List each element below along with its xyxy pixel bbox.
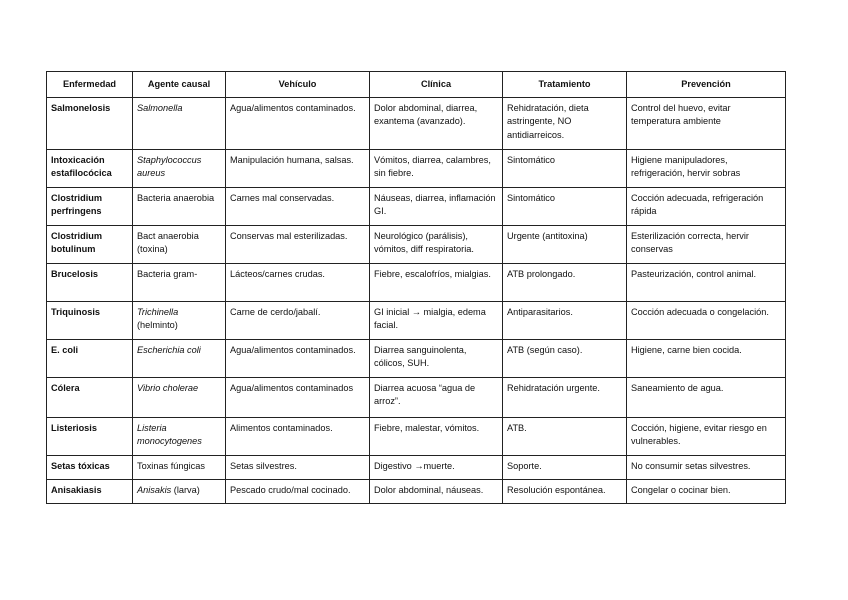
foodborne-disease-table [46, 71, 786, 504]
agent-rest: (larva) [171, 484, 200, 495]
disease-cell: Listeriosis [47, 417, 133, 455]
prevention-cell: Pasteurización, control animal. [627, 263, 786, 301]
prevention-cell: Congelar o cocinar bien. [627, 479, 786, 503]
header-vehiculo: Vehículo [226, 72, 370, 98]
agent-cell [133, 377, 226, 417]
table-row [47, 97, 786, 149]
disease-cell: Setas tóxicas [47, 455, 133, 479]
disease-cell: Anisakiasis [47, 479, 133, 503]
treatment-cell: Antiparasitarios. [503, 301, 627, 339]
vehicle-cell: Pescado crudo/mal cocinado. [226, 479, 370, 503]
agent-italic: Staphylococcus aureus [137, 154, 202, 178]
prevention-cell: Saneamiento de agua. [627, 377, 786, 417]
disease-cell: Triquinosis [47, 301, 133, 339]
treatment-cell: ATB prolongado. [503, 263, 627, 301]
treatment-cell: Urgente (antitoxina) [503, 225, 627, 263]
prevention-cell: Cocción, higiene, evitar riesgo en vulnerables. [627, 417, 786, 455]
agent-italic: Trichinella [137, 306, 179, 317]
agent-rest: Bact anaerobia (toxina) [137, 230, 199, 254]
agent-cell [133, 417, 226, 455]
vehicle-cell: Manipulación humana, salsas. [226, 149, 370, 187]
treatment-cell: ATB (según caso). [503, 339, 627, 377]
table-header-row [47, 72, 786, 98]
vehicle-cell: Conservas mal esterilizadas. [226, 225, 370, 263]
table-row [47, 339, 786, 377]
clinical-cell: Fiebre, malestar, vómitos. [370, 417, 503, 455]
vehicle-cell: Agua/alimentos contaminados. [226, 97, 370, 149]
clinical-cell: Neurológico (parálisis), vómitos, diff respiratoria. [370, 225, 503, 263]
table-row [47, 149, 786, 187]
clinical-cell: Náuseas, diarrea, inflamación GI. [370, 187, 503, 225]
table-row [47, 455, 786, 479]
treatment-cell: Resolución espontánea. [503, 479, 627, 503]
table-row [47, 187, 786, 225]
prevention-cell: Esterilización correcta, hervir conservas [627, 225, 786, 263]
agent-italic: Listeria monocytogenes [137, 422, 202, 446]
disease-cell: E. coli [47, 339, 133, 377]
clinical-cell: Digestivo →muerte. [370, 455, 503, 479]
agent-rest: Bacteria anaerobia [137, 192, 215, 203]
clinical-cell: Fiebre, escalofríos, mialgias. [370, 263, 503, 301]
agent-italic: Anisakis [137, 484, 172, 495]
table-row [47, 479, 786, 503]
clinical-cell: Vómitos, diarrea, calambres, sin fiebre. [370, 149, 503, 187]
clinical-cell: Dolor abdominal, náuseas. [370, 479, 503, 503]
treatment-cell: Rehidratación, dieta astringente, NO antidiarreicos. [503, 97, 627, 149]
prevention-cell: Control del huevo, evitar temperatura ambiente [627, 97, 786, 149]
disease-cell: Brucelosis [47, 263, 133, 301]
disease-cell: Cólera [47, 377, 133, 417]
treatment-cell: Rehidratación urgente. [503, 377, 627, 417]
agent-cell [133, 455, 226, 479]
header-agente-causal: Agente causal [133, 72, 226, 98]
agent-italic: Salmonella [137, 102, 183, 113]
prevention-cell: Cocción adecuada, refrigeración rápida [627, 187, 786, 225]
table-row [47, 301, 786, 339]
agent-cell [133, 301, 226, 339]
treatment-cell: ATB. [503, 417, 627, 455]
disease-cell: Intoxicación estafilocócica [47, 149, 133, 187]
clinical-cell: Dolor abdominal, diarrea, exantema (avanzado). [370, 97, 503, 149]
table-row [47, 417, 786, 455]
disease-cell: Clostridium perfringens [47, 187, 133, 225]
vehicle-cell: Lácteos/carnes crudas. [226, 263, 370, 301]
agent-cell [133, 263, 226, 301]
prevention-cell: No consumir setas silvestres. [627, 455, 786, 479]
clinical-cell: Diarrea sanguinolenta, cólicos, SUH. [370, 339, 503, 377]
treatment-cell: Sintomático [503, 149, 627, 187]
prevention-cell: Higiene, carne bien cocida. [627, 339, 786, 377]
agent-rest: (helminto) [137, 320, 178, 330]
header-tratamiento: Tratamiento [503, 72, 627, 98]
agent-cell [133, 479, 226, 503]
agent-cell [133, 187, 226, 225]
prevention-cell: Cocción adecuada o congelación. [627, 301, 786, 339]
vehicle-cell: Carne de cerdo/jabalí. [226, 301, 370, 339]
agent-italic: Vibrio cholerae [137, 382, 199, 393]
prevention-cell: Higiene manipuladores, refrigeración, hervir sobras [627, 149, 786, 187]
table-row [47, 263, 786, 301]
treatment-cell: Sintomático [503, 187, 627, 225]
vehicle-cell: Carnes mal conservadas. [226, 187, 370, 225]
table-row [47, 225, 786, 263]
agent-rest: Toxinas fúngicas [137, 460, 205, 471]
agent-cell [133, 225, 226, 263]
clinical-cell: GI inicial → mialgia, edema facial. [370, 301, 503, 339]
clinical-cell: Diarrea acuosa “agua de arroz”. [370, 377, 503, 417]
header-prevencion: Prevención [627, 72, 786, 98]
agent-rest: Bacteria gram- [137, 268, 198, 279]
treatment-cell: Soporte. [503, 455, 627, 479]
agent-cell [133, 339, 226, 377]
agent-cell [133, 149, 226, 187]
vehicle-cell: Agua/alimentos contaminados [226, 377, 370, 417]
header-enfermedad: Enfermedad [47, 72, 133, 98]
header-clinica: Clínica [370, 72, 503, 98]
table-row [47, 377, 786, 417]
disease-cell: Salmonelosis [47, 97, 133, 149]
agent-italic: Escherichia coli [137, 344, 201, 355]
vehicle-cell: Setas silvestres. [226, 455, 370, 479]
vehicle-cell: Agua/alimentos contaminados. [226, 339, 370, 377]
disease-cell: Clostridium botulinum [47, 225, 133, 263]
agent-cell [133, 97, 226, 149]
vehicle-cell: Alimentos contaminados. [226, 417, 370, 455]
